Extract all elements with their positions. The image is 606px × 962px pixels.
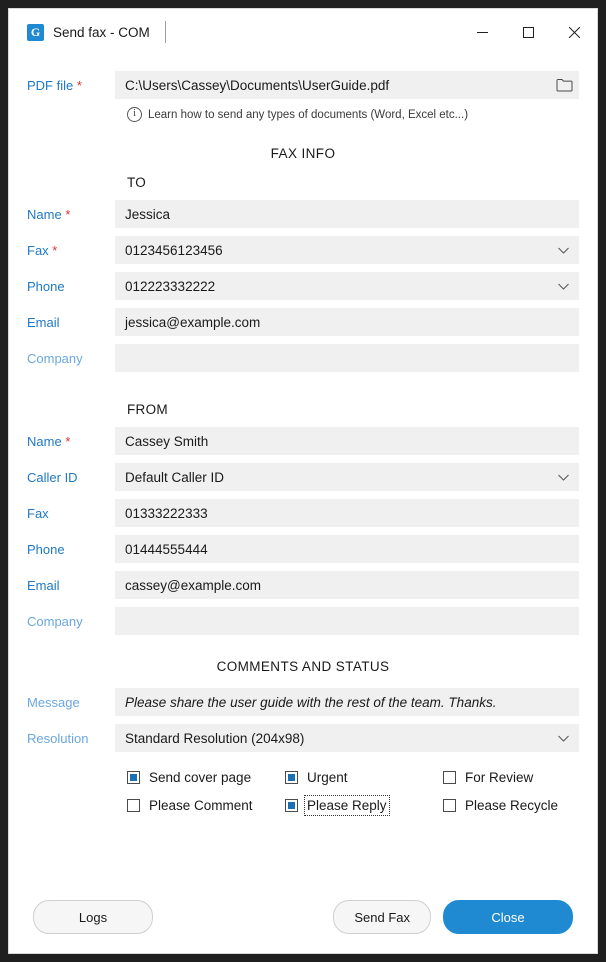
- to-company-row: [27, 344, 579, 372]
- from-company-input[interactable]: [115, 607, 579, 635]
- comments-section-title: COMMENTS AND STATUS: [216, 659, 390, 674]
- window-controls: [459, 9, 597, 55]
- pdf-file-label: [27, 78, 115, 93]
- from-caller-id-value: Default Caller ID: [125, 469, 225, 485]
- status-checkbox-group: [127, 770, 579, 813]
- to-fax-required: *: [52, 242, 58, 258]
- from-fax-input[interactable]: [115, 499, 579, 527]
- resolution-row: [27, 724, 579, 752]
- to-email-value: jessica@example.com: [125, 314, 261, 330]
- to-company-input[interactable]: [115, 344, 579, 372]
- checkbox-label: Please Recycle: [465, 798, 559, 813]
- to-fax-value: 0123456123456: [125, 242, 223, 258]
- checkbox-for-review[interactable]: [443, 770, 579, 785]
- from-phone-label-text: Phone: [27, 541, 65, 557]
- resolution-value: Standard Resolution (204x98): [125, 730, 305, 746]
- checkbox-urgent[interactable]: [285, 770, 443, 785]
- message-input[interactable]: [115, 688, 579, 716]
- checkbox-box[interactable]: [285, 771, 298, 784]
- message-row: [27, 688, 579, 716]
- close-button[interactable]: [551, 9, 597, 55]
- to-fax-combobox[interactable]: [115, 236, 579, 264]
- maximize-button[interactable]: [505, 9, 551, 55]
- chevron-down-icon[interactable]: [558, 724, 569, 752]
- to-email-label: [27, 315, 115, 330]
- logs-button[interactable]: Logs: [33, 900, 153, 934]
- checkbox-box[interactable]: [127, 799, 140, 812]
- to-email-row: [27, 308, 579, 336]
- chevron-down-icon[interactable]: [558, 272, 569, 300]
- to-company-label: [27, 351, 115, 366]
- from-email-row: [27, 571, 579, 599]
- footer-actions: [333, 900, 573, 934]
- checkbox-please-reply[interactable]: [285, 798, 443, 813]
- title-bar-left: [9, 21, 166, 43]
- to-fax-label-text: Fax: [27, 242, 49, 258]
- from-caller-id-row: [27, 463, 579, 491]
- checkbox-box[interactable]: [443, 771, 456, 784]
- from-phone-input[interactable]: [115, 535, 579, 563]
- resolution-combobox[interactable]: [115, 724, 579, 752]
- from-company-label-text: Company: [27, 613, 83, 629]
- folder-icon[interactable]: [549, 71, 579, 99]
- to-email-label-text: Email: [27, 314, 60, 330]
- checkbox-please-recycle[interactable]: [443, 798, 579, 813]
- checkbox-label: Urgent: [307, 770, 348, 785]
- pdf-file-hint[interactable]: [127, 107, 579, 122]
- resolution-label: [27, 731, 115, 746]
- from-phone-label: [27, 542, 115, 557]
- checkbox-box[interactable]: [285, 799, 298, 812]
- message-label: [27, 695, 115, 710]
- pdf-file-required: *: [76, 77, 82, 93]
- message-label-text: Message: [27, 694, 80, 710]
- from-company-row: [27, 607, 579, 635]
- to-name-input[interactable]: [115, 200, 579, 228]
- pdf-file-label-text: PDF file: [27, 77, 74, 93]
- from-name-value: Cassey Smith: [125, 433, 209, 449]
- chevron-down-icon[interactable]: [558, 236, 569, 264]
- close-dialog-button[interactable]: Close: [443, 900, 573, 934]
- from-caller-id-label-text: Caller ID: [27, 469, 78, 485]
- from-name-input[interactable]: [115, 427, 579, 455]
- to-phone-label: [27, 279, 115, 294]
- text-caret: [165, 21, 166, 43]
- minimize-icon: [477, 27, 488, 38]
- to-name-label: [27, 207, 115, 222]
- from-fax-label-text: Fax: [27, 505, 49, 521]
- maximize-icon: [523, 27, 534, 38]
- from-email-label-text: Email: [27, 577, 60, 593]
- to-name-row: [27, 200, 579, 228]
- checkbox-label: Please Comment: [149, 798, 253, 813]
- checkbox-label: Please Reply: [307, 798, 387, 813]
- to-email-input[interactable]: [115, 308, 579, 336]
- resolution-label-text: Resolution: [27, 730, 89, 746]
- pdf-file-input[interactable]: [115, 71, 579, 99]
- to-phone-label-text: Phone: [27, 278, 65, 294]
- to-name-required: *: [65, 206, 71, 222]
- fax-info-section-title: FAX INFO: [270, 146, 336, 161]
- to-phone-combobox[interactable]: [115, 272, 579, 300]
- to-phone-row: [27, 272, 579, 300]
- from-spacer: [27, 380, 579, 402]
- checkbox-box[interactable]: [127, 771, 140, 784]
- from-caller-id-combobox[interactable]: [115, 463, 579, 491]
- window-title: Send fax - COM: [53, 24, 150, 40]
- from-heading: FROM: [127, 402, 168, 417]
- footer-bar: [9, 881, 597, 953]
- minimize-button[interactable]: [459, 9, 505, 55]
- to-heading: TO: [127, 175, 147, 190]
- from-email-input[interactable]: [115, 571, 579, 599]
- from-email-value: cassey@example.com: [125, 577, 262, 593]
- from-fax-label: [27, 506, 115, 521]
- info-icon: i: [127, 107, 142, 122]
- from-fax-row: [27, 499, 579, 527]
- checkbox-send-cover-page[interactable]: [127, 770, 285, 785]
- form-content: [9, 55, 597, 881]
- pdf-file-value: C:\Users\Cassey\Documents\UserGuide.pdf: [125, 77, 390, 93]
- checkbox-label: Send cover page: [149, 770, 252, 785]
- checkbox-label: For Review: [465, 770, 534, 785]
- pdf-file-hint-text: Learn how to send any types of documents (Word, Excel etc...): [148, 108, 469, 121]
- to-name-label-text: Name: [27, 206, 62, 222]
- send-fax-button[interactable]: Send Fax: [333, 900, 431, 934]
- from-name-required: *: [65, 433, 71, 449]
- checkbox-please-comment[interactable]: [127, 798, 285, 813]
- from-fax-value: 01333222333: [125, 505, 208, 521]
- message-value: Please share the user guide with the rest of the team. Thanks.: [125, 694, 497, 710]
- from-company-label: [27, 614, 115, 629]
- close-icon: [569, 27, 580, 38]
- from-email-label: [27, 578, 115, 593]
- checkbox-box[interactable]: [443, 799, 456, 812]
- chevron-down-icon[interactable]: [558, 463, 569, 491]
- from-caller-id-label: [27, 470, 115, 485]
- to-fax-label: [27, 243, 115, 258]
- from-name-label-text: Name: [27, 433, 62, 449]
- from-phone-row: [27, 535, 579, 563]
- from-name-label: [27, 434, 115, 449]
- pdf-file-row: [27, 71, 579, 99]
- to-fax-row: [27, 236, 579, 264]
- send-fax-window: [8, 8, 598, 954]
- to-name-value: Jessica: [125, 206, 171, 222]
- from-phone-value: 01444555444: [125, 541, 208, 557]
- to-phone-value: 012223332222: [125, 278, 216, 294]
- from-name-row: [27, 427, 579, 455]
- app-icon: G: [27, 24, 44, 41]
- to-company-label-text: Company: [27, 350, 83, 366]
- title-bar: [9, 9, 597, 55]
